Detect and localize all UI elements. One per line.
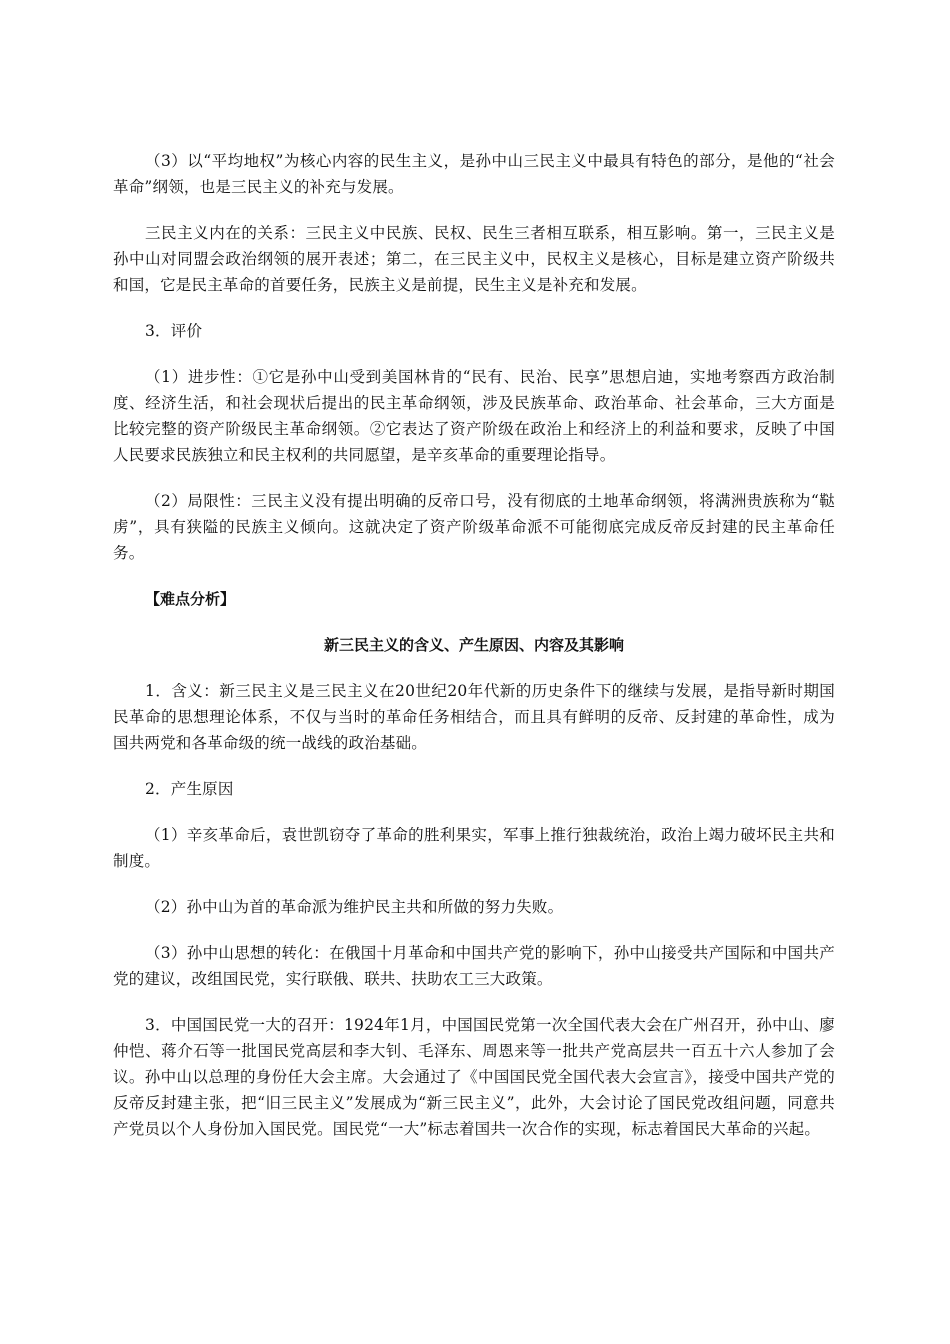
paragraph-relationship: 三民主义内在的关系：三民主义中民族、民权、民生三者相互联系，相互影响。第一，三民主义是孙中山对同盟会政治纲领的展开表述；第二，在三民主义中，民权主义是核心，目标是建立资产阶级共和国，它是民主革命的首要任务，民族主义是前提，民生主义是补充和发展。 [113, 224, 835, 294]
subheading-causes: 2．产生原因 [145, 780, 234, 798]
paragraph-progressiveness: （1）进步性：①它是孙中山受到美国林肯的“民有、民治、民享”思想启迪，实地考察西方政治制度、经济生活，和社会现状后提出的民主革命纲领，涉及民族革命、政治革命、社会革命，三大方面是比较完整的资产阶级民主革命纲领。②它表达了资产阶级在政治上和经济上的利益和要求，反映了中国人民要求民族独立和民主权利的共同愿望，是辛亥革命的重要理论指导。 [113, 368, 835, 464]
paragraph-cause-3: （3）孙中山思想的转化：在俄国十月革命和中国共产党的影响下，孙中山接受共产国际和中国共产党的建议，改组国民党，实行联俄、联共、扶助农工三大政策。 [113, 944, 835, 988]
paragraph-meaning: 1．含义：新三民主义是三民主义在20世纪20年代新的历史条件下的继续与发展，是指导新时期国民革命的思想理论体系，不仅与当时的革命任务相结合，而且具有鲜明的反帝、反封建的革命性，成为国共两党和各革命级的统一战线的政治基础。 [113, 682, 835, 752]
subheading-evaluation: 3．评价 [145, 322, 203, 340]
paragraph-minsheng: （3）以“平均地权”为核心内容的民生主义，是孙中山三民主义中最具有特色的部分，是他的“社会革命”纲领，也是三民主义的补充与发展。 [113, 152, 835, 196]
paragraph-first-congress: 3．中国国民党一大的召开：1924年1月，中国国民党第一次全国代表大会在广州召开，孙中山、廖仲恺、蒋介石等一批国民党高层和李大钊、毛泽东、周恩来等一批共产党高层共一百五十六人参加了会议。孙中山以总理的身份任大会主席。大会通过了《中国国民党全国代表大会宣言》，接受中国共产党的反帝反封建主张，把“旧三民主义”发展成为“新三民主义”，此外，大会讨论了国民党改组问题，同意共产党员以个人身份加入国民党。国民党“一大”标志着国共一次合作的实现，标志着国民大革命的兴起。 [113, 1016, 835, 1138]
section-heading-difficulty: 【难点分析】 [145, 590, 236, 608]
document-page [113, 148, 835, 1162]
paragraph-cause-1: （1）辛亥革命后，袁世凯窃夺了革命的胜利果实，军事上推行独裁统治，政治上竭力破坏民主共和制度。 [113, 826, 835, 870]
paragraph-limitations: （2）局限性：三民主义没有提出明确的反帝口号，没有彻底的土地革命纲领，将满洲贵族称为“鞑虏”，具有狭隘的民族主义倾向。这就决定了资产阶级革命派不可能彻底完成反帝反封建的民主革命任务。 [113, 492, 835, 562]
section-title: 新三民主义的含义、产生原因、内容及其影响 [323, 636, 624, 654]
paragraph-cause-2: （2）孙中山为首的革命派为维护民主共和所做的努力失败。 [145, 898, 564, 916]
